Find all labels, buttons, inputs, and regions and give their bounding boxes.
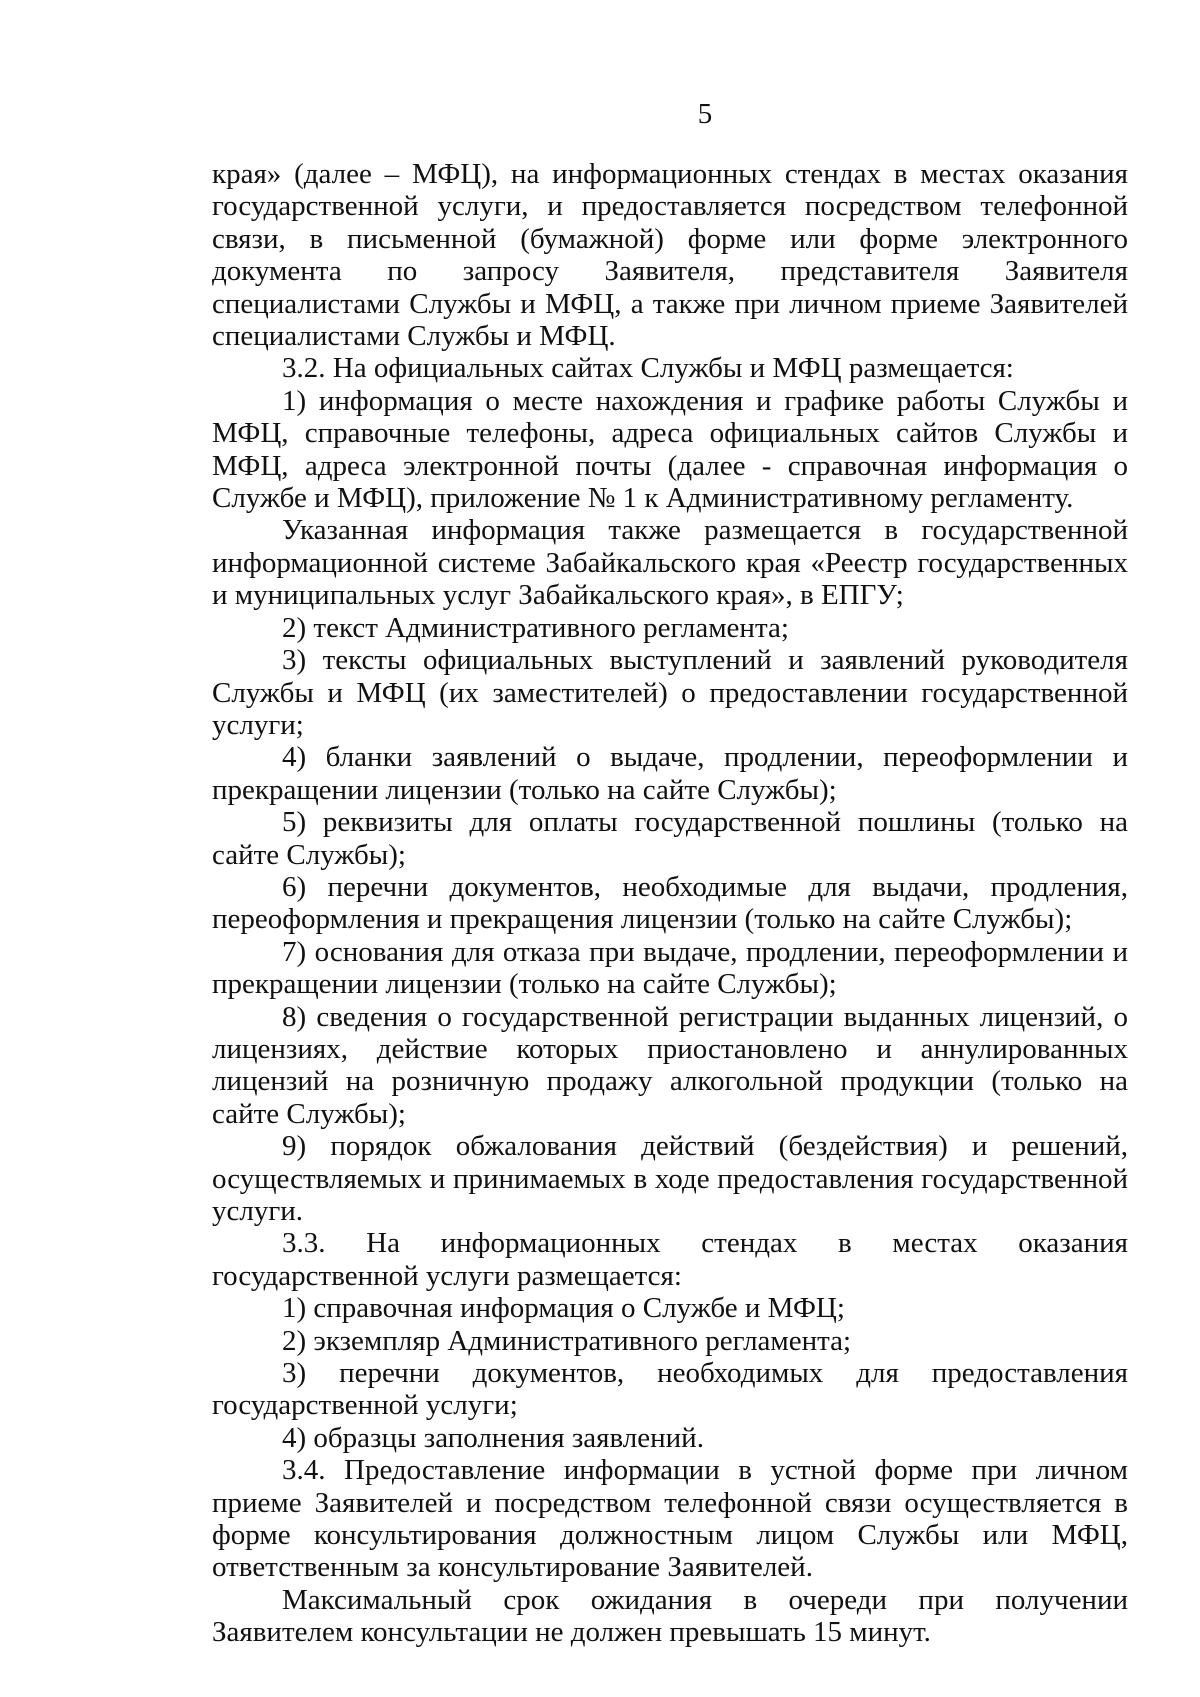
list-item-3-2-3: 3) тексты официальных выступлений и заявлений руководителя Службы и МФЦ (их заместителей) о предоставлении государственной услуги; — [212, 644, 1128, 741]
list-item-3-3-4: 4) образцы заполнения заявлений. — [282, 1421, 704, 1454]
list-item-3-2-1: 1) информация о месте нахождения и графике работы Службы и МФЦ, справочные телефоны, адреса официальных сайтов Службы и МФЦ, адреса электронной почты (далее - справочная информация о Службе и МФЦ), приложение № 1 к Административному регламенту. — [212, 384, 1128, 515]
list-item-3-3-3: 3) перечни документов, необходимых для предоставления государственной услуги; — [212, 1357, 1128, 1422]
list-item-3-2-8: 8) сведения о государственной регистрации выданных лицензий, о лицензиях, действие которых приостановлено и аннулированных лицензий на розничную продажу алкогольной продукции (только на сайте Службы); — [212, 1000, 1128, 1130]
list-item-3-3-1: 1) справочная информация о Службе и МФЦ; — [282, 1292, 845, 1325]
list-item-3-2-5: 5) реквизиты для оплаты государственной пошлины (только на сайте Службы); — [212, 806, 1128, 871]
list-item-3-2-6: 6) перечни документов, необходимые для выдачи, продления, переоформления и прекращения лицензии (только на сайте Службы); — [212, 870, 1128, 936]
paragraph-continuation: края» (далее – МФЦ), на информационных стендах в местах оказания государственной услуги, и предоставляется посредством телефонной связи, в письменной (бумажной) форме или форме электронного документа по запросу Заявителя, представителя Заявителя специалистами Службы и МФЦ, а также при личном приеме Заявителей специалистами Службы и МФЦ. — [212, 158, 1128, 353]
paragraph-3-4: 3.4. Предоставление информации в устной форме при личном приеме Заявителей и посредством телефонной связи осуществляется в форме консультирования должностным лицом Службы или МФЦ, ответственным за консультирование Заявителей. — [212, 1454, 1128, 1584]
document-body — [212, 158, 1128, 1649]
page-number: 5 — [697, 98, 713, 130]
list-item-3-2-2: 2) текст Административного регламента; — [282, 611, 789, 644]
paragraph-3-3-heading: 3.3. На информационных стендах в местах оказания государственной услуги размещается: — [212, 1227, 1128, 1292]
paragraph-3-2-1-note: Указанная информация также размещается в государственной информационной системе Забайкальского края «Реестр государственных и муниципальных услуг Забайкальского края», в ЕПГУ; — [212, 514, 1128, 612]
list-item-3-2-7: 7) основания для отказа при выдаче, продлении, переоформлении и прекращении лицензии (только на сайте Службы); — [212, 935, 1128, 1001]
list-item-3-3-2: 2) экземпляр Административного регламента; — [282, 1324, 852, 1357]
paragraph-3-2-heading: 3.2. На официальных сайтах Службы и МФЦ размещается: — [282, 352, 1014, 385]
paragraph-3-4-wait-time: Максимальный срок ожидания в очереди при получении Заявителем консультации не должен превышать 15 минут. — [212, 1583, 1128, 1649]
list-item-3-2-9: 9) порядок обжалования действий (бездействия) и решений, осуществляемых и принимаемых в ходе предоставления государственной услуги. — [212, 1130, 1128, 1227]
list-item-3-2-4: 4) бланки заявлений о выдаче, продлении, переоформлении и прекращении лицензии (только на сайте Службы); — [212, 741, 1128, 806]
